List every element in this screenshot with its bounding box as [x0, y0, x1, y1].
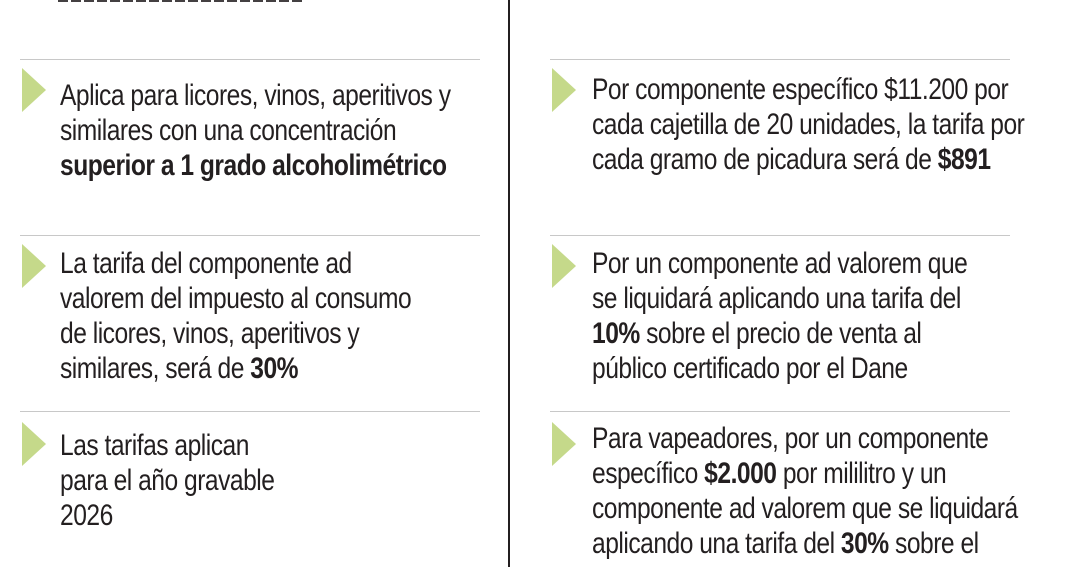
- text-segment: cada cajetilla de 20 unidades, la tarifa por: [592, 108, 1025, 141]
- text-segment: público certificado por el Dane: [592, 352, 908, 385]
- text-segment: para el año gravable: [60, 464, 275, 497]
- text-segment: sobre el precio de venta al: [639, 317, 922, 350]
- text-line: [592, 526, 1018, 561]
- item-separator: [20, 411, 480, 412]
- text-line: [60, 148, 450, 183]
- right-item-2-text: [592, 246, 967, 386]
- right-item-1-text: [592, 72, 1024, 177]
- text-segment: similares, será de: [60, 352, 251, 385]
- text-segment: aplicando una tarifa del: [592, 527, 841, 560]
- column-divider: [508, 0, 510, 567]
- left-item-1-text: [60, 78, 450, 183]
- bold-value: 10%: [592, 317, 640, 350]
- clipped-top-text: [58, 0, 308, 4]
- item-separator: [550, 59, 1010, 60]
- text-line: [592, 316, 967, 351]
- text-line: [60, 281, 411, 316]
- item-separator: [550, 235, 1010, 236]
- text-line: [60, 316, 411, 351]
- text-line: [60, 498, 274, 533]
- text-line: [592, 142, 1024, 177]
- bullet-arrow-icon: [552, 244, 576, 288]
- text-line: [60, 246, 411, 281]
- bold-value: $891: [937, 143, 991, 176]
- text-line: [592, 456, 1018, 491]
- text-segment: Por un componente ad valorem que: [592, 247, 968, 280]
- text-line: [60, 78, 450, 113]
- text-line: [592, 72, 1024, 107]
- text-line: [592, 491, 1018, 526]
- text-segment: valorem del impuesto al consumo: [60, 282, 412, 315]
- bold-value: superior a 1 grado alcoholimétrico: [60, 149, 447, 182]
- bullet-arrow-icon: [22, 422, 46, 466]
- text-line: [60, 351, 411, 386]
- text-segment: Para vapeadores, por un componente: [592, 422, 989, 455]
- bullet-arrow-icon: [22, 68, 46, 112]
- left-item-3-text: [60, 428, 274, 533]
- bullet-arrow-icon: [552, 68, 576, 112]
- text-segment: por mililitro y un: [776, 457, 947, 490]
- text-segment: 2026: [60, 499, 113, 532]
- bold-value: 30%: [250, 352, 299, 385]
- text-line: [60, 113, 450, 148]
- item-separator: [550, 411, 1010, 412]
- text-segment: específico: [592, 457, 705, 490]
- text-line: [592, 351, 967, 386]
- text-line: [592, 281, 967, 316]
- bold-value: $2.000: [704, 457, 777, 490]
- item-separator: [20, 235, 480, 236]
- item-separator: [20, 59, 480, 60]
- text-segment: Por componente específico $11.200 por: [592, 73, 1009, 106]
- left-item-2-text: [60, 246, 411, 386]
- text-segment: La tarifa del componente ad: [60, 247, 352, 280]
- text-segment: componente ad valorem que se liquidará: [592, 492, 1018, 525]
- text-segment: similares con una concentración: [60, 114, 397, 147]
- text-line: [592, 421, 1018, 456]
- text-segment: Aplica para licores, vinos, aperitivos y: [60, 79, 451, 112]
- bullet-arrow-icon: [552, 422, 576, 466]
- bold-value: 30%: [840, 527, 889, 560]
- text-segment: Las tarifas aplican: [60, 429, 249, 462]
- text-line: [60, 428, 274, 463]
- text-segment: cada gramo de picadura será de: [592, 143, 938, 176]
- text-segment: de licores, vinos, aperitivos y: [60, 317, 360, 350]
- text-line: [592, 246, 967, 281]
- text-line: [60, 463, 274, 498]
- text-segment: se liquidará aplicando una tarifa del: [592, 282, 961, 315]
- bullet-arrow-icon: [22, 244, 46, 288]
- text-line: [592, 107, 1024, 142]
- text-segment: sobre el: [888, 527, 979, 560]
- right-item-3-text: [592, 421, 1018, 561]
